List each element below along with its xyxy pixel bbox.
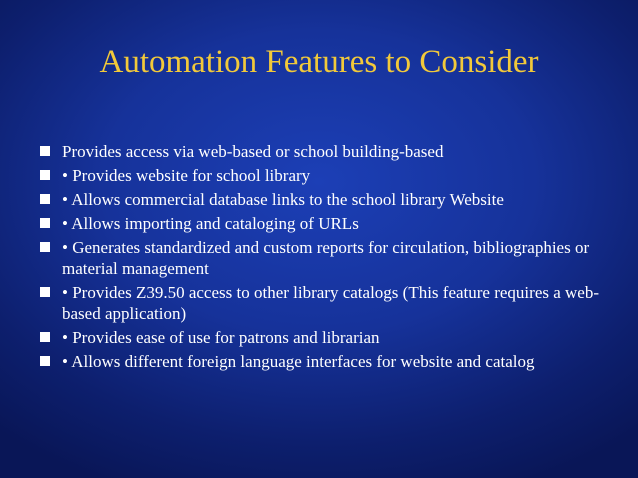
square-bullet-icon: [40, 170, 50, 180]
bullet-text: • Allows importing and cataloging of URLs: [62, 214, 359, 233]
bullet-text: • Generates standardized and custom reports for circulation, bibliographies or material management: [62, 238, 590, 278]
square-bullet-icon: [40, 287, 50, 297]
square-bullet-icon: [40, 242, 50, 252]
bullet-text: • Provides ease of use for patrons and librarian: [62, 328, 380, 347]
square-bullet-icon: [40, 146, 50, 156]
bullet-item-7: [40, 327, 625, 348]
bullet-item-1: [40, 141, 625, 162]
bullet-text: • Allows commercial database links to the school library Website: [62, 190, 504, 209]
bullet-item-2: [40, 165, 625, 186]
bullet-item-4: [40, 213, 625, 234]
bullet-item-5: [40, 237, 625, 279]
bullet-item-8: [40, 351, 625, 372]
square-bullet-icon: [40, 194, 50, 204]
square-bullet-icon: [40, 356, 50, 366]
bullet-text: Provides access via web-based or school building-based: [62, 142, 444, 161]
square-bullet-icon: [40, 218, 50, 228]
square-bullet-icon: [40, 332, 50, 342]
bullet-text: • Provides Z39.50 access to other library catalogs (This feature requires a web-based application): [62, 283, 600, 323]
bullet-text: • Provides website for school library: [62, 166, 311, 185]
slide-title: Automation Features to Consider: [99, 44, 539, 80]
bullet-list: [40, 141, 625, 375]
bullet-item-6: [40, 282, 625, 324]
bullet-text: • Allows different foreign language interfaces for website and catalog: [62, 352, 535, 371]
bullet-item-3: [40, 189, 625, 210]
